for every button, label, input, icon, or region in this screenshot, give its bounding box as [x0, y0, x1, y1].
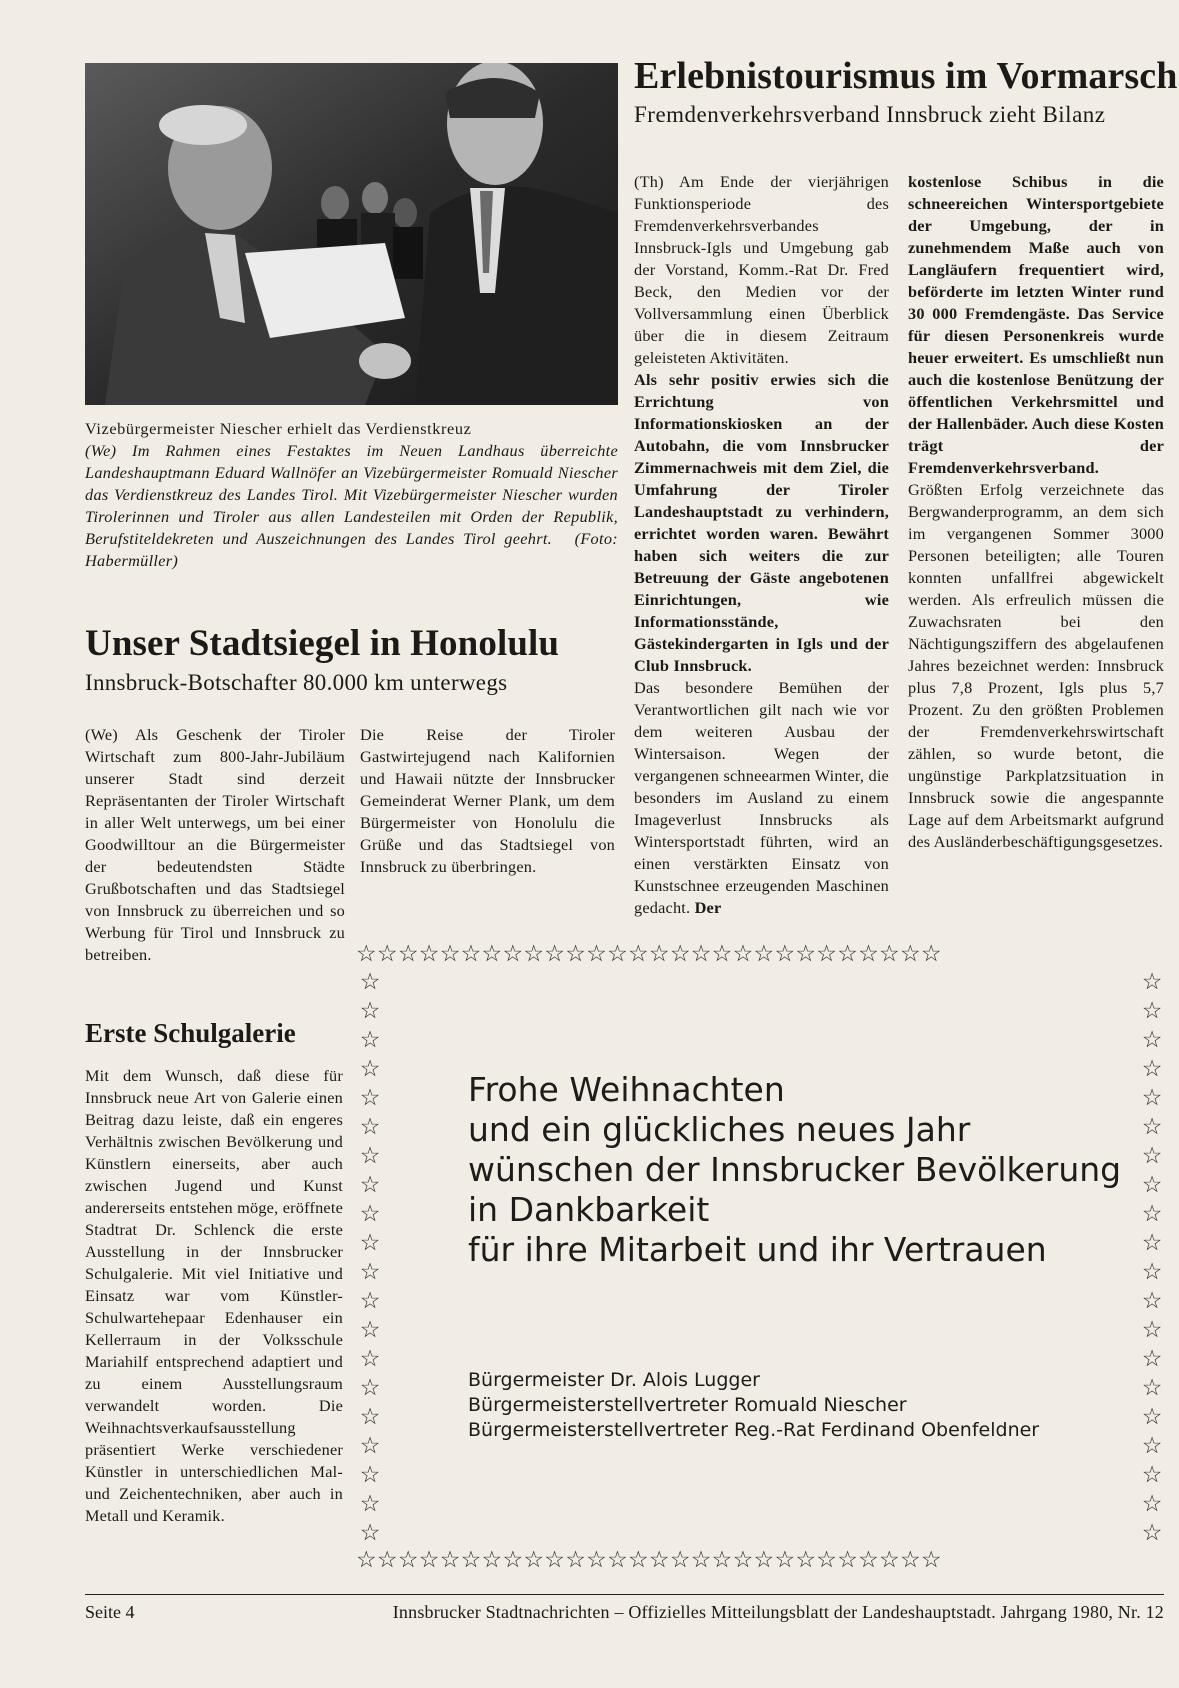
star-outline-icon: ☆ [1141, 1433, 1163, 1459]
star-outline-icon: ☆ [816, 1547, 838, 1573]
tourismus-col1-end [634, 677, 889, 919]
star-outline-icon: ☆ [648, 1547, 670, 1573]
star-outline-icon: ☆ [359, 1143, 381, 1169]
star-outline-icon: ☆ [711, 1547, 733, 1573]
star-outline-icon: ☆ [899, 941, 921, 967]
photo-caption [85, 418, 618, 572]
tourismus-col1-tail: Der [694, 898, 722, 917]
star-outline-icon: ☆ [837, 1547, 859, 1573]
star-outline-icon: ☆ [481, 941, 503, 967]
tourismus-subheadline: Fremdenverkehrsverband Innsbruck zieht Bilanz [634, 102, 1106, 127]
star-outline-icon: ☆ [359, 1491, 381, 1517]
schulgalerie-headline: Erste Schulgalerie [85, 1018, 296, 1048]
page-number: Seite 4 [85, 1602, 135, 1622]
star-outline-icon: ☆ [1141, 1056, 1163, 1082]
star-outline-icon: ☆ [774, 1547, 796, 1573]
star-outline-icon: ☆ [627, 941, 649, 967]
star-outline-icon: ☆ [669, 1547, 691, 1573]
star-outline-icon: ☆ [899, 1547, 921, 1573]
photo-icon [85, 63, 618, 405]
caption-text: (We) Im Rahmen eines Festaktes im Neuen Landhaus überreichte Landeshauptmann Eduard Wallnöfer an Vizebürgermeister Romuald Niescher das Verdienstkreuz des Landes Tirol. Mit Vizebürgermeister Niescher wurden Tirolerinnen und Tiroler aus allen Landesteilen mit Orden der Republik, Berufstiteldekreten und Auszeichnungen des Landes Tirol geehrt. [85, 441, 618, 548]
star-outline-icon: ☆ [837, 941, 859, 967]
star-outline-icon: ☆ [544, 941, 566, 967]
star-outline-icon: ☆ [359, 1230, 381, 1256]
star-outline-icon: ☆ [1141, 1027, 1163, 1053]
christmas-greeting [468, 1070, 1148, 1270]
tourismus-col2-bold: kostenlose Schibus in die schneereichen Wintersportgebiete der Umgebung, der in zunehmendem Maße auch von Langläufern frequentiert wird, beförderte im letzten Winter rund 30 000 Fremdengäste. Das Service für diesen Personenkreis wurde heuer erweitert. Es umschließt nun auch die kostenlose Benützung der öffentlichen Verkehrsmittel und der Hallenbäder. Auch diese Kosten trägt der Fremdenverkehrsverband. [908, 172, 1164, 477]
honolulu-col1-text: (We) Als Geschenk der Tiroler Wirtschaft zum 800-Jahr-Jubiläum unserer Stadt sind derzeit Repräsentanten der Tiroler Wirtschaft in aller Welt unterwegs, um bei einer Goodwilltour an die Bürgermeister der bedeutendsten Städte Grußbotschaften und das Stadtsiegel von Innsbruck zu überreichen und so Werbung für Tirol und Innsbruck zu betreiben. [85, 725, 345, 964]
caption-title: Vizebürgermeister Niescher erhielt das Verdienstkreuz [85, 419, 472, 438]
greeting-line: und ein glückliches neues Jahr [468, 1110, 971, 1149]
footer-rule [85, 1594, 1164, 1595]
star-outline-icon: ☆ [1141, 1201, 1163, 1227]
star-outline-icon: ☆ [1141, 1143, 1163, 1169]
star-outline-icon: ☆ [359, 1288, 381, 1314]
star-outline-icon: ☆ [1141, 1172, 1163, 1198]
star-outline-icon: ☆ [1141, 1404, 1163, 1430]
honolulu-headline: Unser Stadtsiegel in Honolulu [85, 623, 560, 664]
greeting-signers [468, 1368, 1039, 1443]
star-outline-icon: ☆ [627, 1547, 649, 1573]
star-outline-icon: ☆ [359, 1085, 381, 1111]
tourismus-col2-rest: Größten Erfolg verzeichnete das Bergwanderprogramm, an dem sich im vergangenen Sommer 3000 Personen beteiligten; alle Touren konnten unfallfrei abgewickelt werden. Als erfreulich müssen die Zuwachsraten bei den Nächtigungsziffern des abgelaufenen Jahres bezeichnet werden: Innsbruck plus 7,8 Prozent, Igls plus 5,7 Prozent. Zu den größten Problemen der Fremdenverkehrswirtschaft zählen, so wurde betont, die ungünstige Parkplatzsituation in Innsbruck sowie die angespannte Lage auf dem Arbeitsmarkt aufgrund des Ausländerbeschäftigungsgesetzes. [908, 480, 1164, 851]
star-outline-icon: ☆ [690, 1547, 712, 1573]
star-border-left [355, 968, 385, 1548]
publication-info: Innsbrucker Stadtnachrichten – Offizielles Mitteilungsblatt der Landeshauptstadt. Jahrgang 1980, Nr. 12 [392, 1602, 1164, 1622]
star-outline-icon: ☆ [359, 1462, 381, 1488]
greeting-line: Frohe Weihnachten [468, 1070, 785, 1109]
star-outline-icon: ☆ [1141, 1288, 1163, 1314]
star-outline-icon: ☆ [1141, 1346, 1163, 1372]
star-outline-icon: ☆ [418, 1547, 440, 1573]
star-outline-icon: ☆ [1141, 1230, 1163, 1256]
star-outline-icon: ☆ [460, 1547, 482, 1573]
star-outline-icon: ☆ [1141, 1085, 1163, 1111]
star-outline-icon: ☆ [376, 941, 398, 967]
star-outline-icon: ☆ [460, 941, 482, 967]
star-outline-icon: ☆ [356, 1547, 377, 1573]
star-outline-icon: ☆ [732, 941, 754, 967]
tourismus-column-1 [634, 171, 889, 919]
star-outline-icon: ☆ [359, 1520, 381, 1546]
star-outline-icon: ☆ [359, 1317, 381, 1343]
star-outline-icon: ☆ [1141, 969, 1163, 995]
tourismus-col1-end-text: Das besondere Bemühen der Verantwortlichen gilt nach wie vor dem weiteren Ausbau der Wintersaison. Wegen der vergangenen schneearmen Winter, die besonders im Ausland zu einem Imageverlust Innsbrucks als Wintersportstadt führten, wird an einen verstärkten Einsatz von Kunstschnee erzeugenden Maschinen gedacht. [634, 678, 889, 917]
star-outline-icon: ☆ [481, 1547, 503, 1573]
greeting-line: wünschen der Innsbrucker Bevölkerung [468, 1150, 1122, 1189]
photo-credit: (Foto: Habermüller) [85, 529, 618, 570]
star-outline-icon: ☆ [1141, 1491, 1163, 1517]
star-outline-icon: ☆ [502, 1547, 524, 1573]
star-outline-icon: ☆ [359, 1433, 381, 1459]
honolulu-subheadline: Innsbruck-Botschafter 80.000 km unterwegs [85, 670, 508, 695]
tourismus-intro: (Th) Am Ende der vierjährigen Funktionsperiode des Fremdenverkehrsverbandes Innsbruck-Igls und Umgebung gab der Vorstand, Komm.-Rat Dr. Fred Beck, den Medien vor der Vollversammlung einen Überblick über die in diesem Zeitraum geleisteten Aktivitäten. [634, 172, 889, 367]
star-outline-icon: ☆ [732, 1547, 754, 1573]
schulgalerie-column [85, 1065, 343, 1527]
star-outline-icon: ☆ [1141, 1375, 1163, 1401]
star-border-bottom [356, 1546, 942, 1575]
star-outline-icon: ☆ [753, 941, 775, 967]
star-outline-icon: ☆ [359, 1172, 381, 1198]
star-outline-icon: ☆ [816, 941, 838, 967]
star-outline-icon: ☆ [544, 1547, 566, 1573]
star-outline-icon: ☆ [359, 1027, 381, 1053]
star-outline-icon: ☆ [690, 941, 712, 967]
star-outline-icon: ☆ [795, 941, 817, 967]
schulgalerie-text: Mit dem Wunsch, daß diese für Innsbruck neue Art von Galerie einen Beitrag dazu leiste, daß ein engeres Verhältnis zwischen Bevölkerung und Künstlern einerseits, aber auch zwischen Jugend und Kunst andererseits entstehen möge, eröffnete Stadtrat Dr. Schlenck die erste Ausstellung in der Innsbrucker Schulgalerie. Mit viel Initiative und Einsatz war vom Künstler-Schulwartehepaar Edenhauser ein Kellerraum in der Volksschule Mariahilf entsprechend adaptiert und zu einem Ausstellungsraum verwandelt worden. Die Weihnachtsverkaufsausstellung präsentiert Werke verschiedener Künstler in unterschiedlichen Mal- und Zeichentechniken, aber auch in Metall und Keramik. [85, 1066, 343, 1525]
star-outline-icon: ☆ [359, 1056, 381, 1082]
signer: Bürgermeisterstellvertreter Romuald Niescher [468, 1394, 907, 1416]
star-outline-icon: ☆ [439, 941, 461, 967]
signer: Bürgermeisterstellvertreter Reg.-Rat Ferdinand Obenfeldner [468, 1419, 1040, 1441]
star-outline-icon: ☆ [1141, 1462, 1163, 1488]
star-outline-icon: ☆ [1141, 1317, 1163, 1343]
star-outline-icon: ☆ [439, 1547, 461, 1573]
tourismus-column-2 [908, 171, 1164, 853]
star-outline-icon: ☆ [1141, 1520, 1163, 1546]
honolulu-column-2 [360, 724, 615, 878]
star-outline-icon: ☆ [753, 1547, 775, 1573]
star-outline-icon: ☆ [795, 1547, 817, 1573]
star-outline-icon: ☆ [359, 998, 381, 1024]
page-footer [85, 1601, 1164, 1623]
star-outline-icon: ☆ [565, 1547, 587, 1573]
star-outline-icon: ☆ [607, 1547, 628, 1573]
star-outline-icon: ☆ [648, 941, 670, 967]
tourismus-headline: Erlebnistourismus im Vormarsch [634, 55, 1178, 97]
star-outline-icon: ☆ [1141, 1114, 1163, 1140]
star-outline-icon: ☆ [879, 941, 900, 967]
star-outline-icon: ☆ [711, 941, 733, 967]
greeting-line: in Dankbarkeit [468, 1190, 710, 1229]
star-outline-icon: ☆ [359, 1201, 381, 1227]
star-outline-icon: ☆ [920, 1547, 942, 1573]
star-outline-icon: ☆ [523, 1547, 545, 1573]
star-outline-icon: ☆ [359, 1404, 381, 1430]
star-outline-icon: ☆ [774, 941, 796, 967]
signer: Bürgermeister Dr. Alois Lugger [468, 1369, 760, 1391]
star-outline-icon: ☆ [397, 1547, 419, 1573]
star-outline-icon: ☆ [669, 941, 691, 967]
star-outline-icon: ☆ [565, 941, 587, 967]
caption-body [85, 440, 618, 572]
star-outline-icon: ☆ [858, 1547, 880, 1573]
star-outline-icon: ☆ [523, 941, 545, 967]
star-outline-icon: ☆ [356, 941, 377, 967]
star-outline-icon: ☆ [359, 1114, 381, 1140]
star-outline-icon: ☆ [376, 1547, 398, 1573]
star-outline-icon: ☆ [1141, 998, 1163, 1024]
star-outline-icon: ☆ [920, 941, 942, 967]
honolulu-column-1 [85, 724, 345, 966]
greeting-line: für ihre Mitarbeit und ihr Vertrauen [468, 1230, 1047, 1269]
star-outline-icon: ☆ [418, 941, 440, 967]
star-outline-icon: ☆ [359, 1375, 381, 1401]
star-outline-icon: ☆ [359, 1346, 381, 1372]
tourismus-bold-paragraph: Als sehr positiv erwies sich die Errichtung von Informationskiosken an der Autobahn, die vom Innsbrucker Zimmernachweis mit dem Ziel, die Umfahrung der Tiroler Landeshauptstadt zu verhindern, errichtet worden waren. Bewährt haben sich weiters die zur Betreuung der Gäste angebotenen Einrichtungen, wie Informationsstände, Gästekindergarten in Igls und der Club Innsbruck. [634, 370, 889, 675]
star-outline-icon: ☆ [586, 941, 608, 967]
honolulu-col2-text: Die Reise der Tiroler Gastwirtejugend nach Kalifornien und Hawaii nützte der Innsbrucker Gemeinderat Werner Plank, um dem Bürgermeister von Honolulu die Grüße und das Stadtsiegel von Innsbruck zu überbringen. [360, 725, 615, 876]
star-outline-icon: ☆ [1141, 1259, 1163, 1285]
star-outline-icon: ☆ [359, 969, 381, 995]
star-outline-icon: ☆ [586, 1547, 608, 1573]
ceremony-photo [85, 63, 618, 405]
star-outline-icon: ☆ [359, 1259, 381, 1285]
star-outline-icon: ☆ [879, 1547, 900, 1573]
star-outline-icon: ☆ [858, 941, 880, 967]
star-border-top [356, 940, 942, 969]
star-outline-icon: ☆ [502, 941, 524, 967]
star-outline-icon: ☆ [607, 941, 628, 967]
star-outline-icon: ☆ [397, 941, 419, 967]
